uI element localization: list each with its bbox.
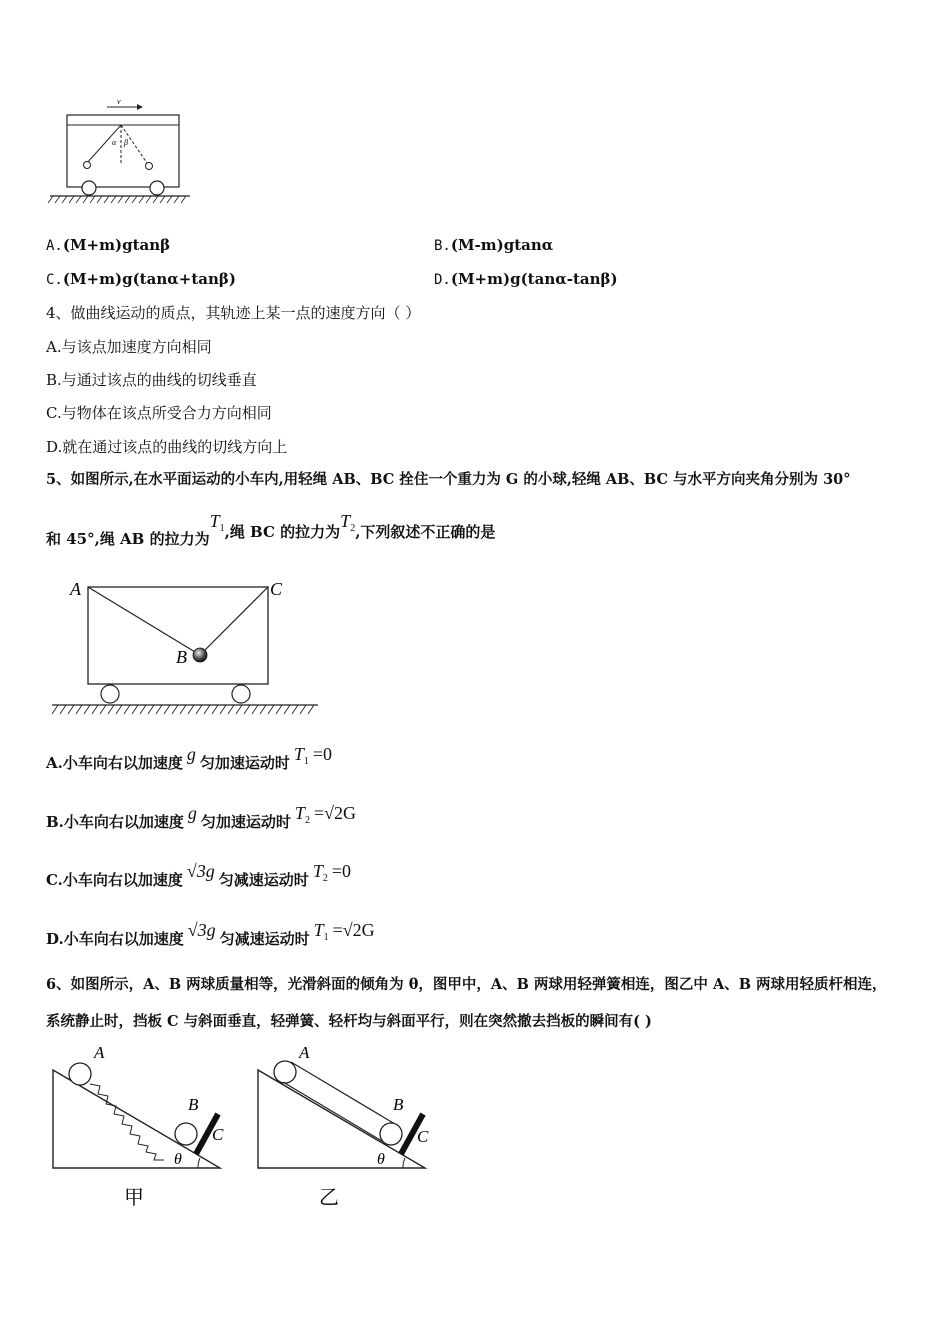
q6-figure-left <box>48 1042 228 1212</box>
q5-label-c: C <box>270 579 283 599</box>
q5-option-a: A.小车向右以加速度 g 匀加速运动时 $T_1 =0$ <box>46 744 333 772</box>
q4-option-c: C.与物体在该点所受合力方向相同 <box>46 404 272 422</box>
q5-cart-figure <box>48 575 323 720</box>
q4-option-b: B.与通过该点的曲线的切线垂直 <box>46 371 257 389</box>
q3-beta-label: β <box>124 138 128 147</box>
q3-option-c: C.(M+m)g(tanα+tanβ) <box>46 270 236 288</box>
q6-right-caption: 乙 <box>319 1185 339 1209</box>
q3-v-label: v <box>117 97 121 106</box>
q5-option-d: D.小车向右以加速度 √3g 匀减速运动时 $T_1 =√2G$ <box>46 920 375 948</box>
q6-left-theta: θ <box>174 1151 182 1168</box>
q6-left-label-a: A <box>94 1043 105 1062</box>
q5-stem-line2: 和 45°,绳 AB 的拉力为$T_1$,绳 BC 的拉力为$T_2$,下列叙述不正确的是 <box>46 511 496 548</box>
q6-right-theta: θ <box>377 1151 385 1168</box>
q6-figure-right <box>253 1042 433 1212</box>
q6-stem-line2: 系统静止时，挡板 C 与斜面垂直，轻弹簧、轻杆均与斜面平行，则在突然撤去挡板的瞬间有( ) <box>46 1013 652 1030</box>
q3-cart-figure <box>45 95 195 205</box>
q3-alpha-label: α <box>112 138 117 147</box>
q5-label-a: A <box>70 579 81 599</box>
q5-T1-symbol: $T_1$ <box>209 511 225 534</box>
q6-left-caption: 甲 <box>124 1185 144 1209</box>
q3-option-d: D.(M+m)g(tanα-tanβ) <box>434 270 618 288</box>
q4-option-a: A.与该点加速度方向相同 <box>46 338 212 356</box>
q6-left-label-c: C <box>212 1125 224 1144</box>
q5-stem-line1: 5、如图所示,在水平面运动的小车内,用轻绳 AB、BC 拴住一个重力为 G 的小球,轻绳 AB、BC 与水平方向夹角分别为 30° <box>46 471 851 488</box>
q6-right-label-b: B <box>393 1095 404 1114</box>
q4-option-d: D.就在通过该点的曲线的切线方向上 <box>46 438 288 456</box>
q5-option-c: C.小车向右以加速度 √3g 匀减速运动时 $T_2 =0$ <box>46 861 351 889</box>
q3-option-b: B.(M-m)gtanα <box>434 236 554 254</box>
q5-T2-symbol: $T_2$ <box>340 511 356 534</box>
q6-stem-line1: 6、如图所示，A、B 两球质量相等，光滑斜面的倾角为 θ，图甲中，A、B 两球用轻弹簧相连，图乙中 A、B 两球用轻质杆相连， <box>46 976 887 993</box>
q3-option-a: A.(M+m)gtanβ <box>46 236 171 254</box>
q5-option-b: B.小车向右以加速度 g 匀加速运动时 $T_2 =√2G$ <box>46 803 356 831</box>
q6-left-label-b: B <box>188 1095 199 1114</box>
q5-label-b: B <box>176 647 187 667</box>
q6-right-label-a: A <box>299 1043 310 1062</box>
q6-right-label-c: C <box>417 1127 429 1146</box>
q4-stem: 4、做曲线运动的质点，其轨迹上某一点的速度方向（ ） <box>46 304 421 322</box>
